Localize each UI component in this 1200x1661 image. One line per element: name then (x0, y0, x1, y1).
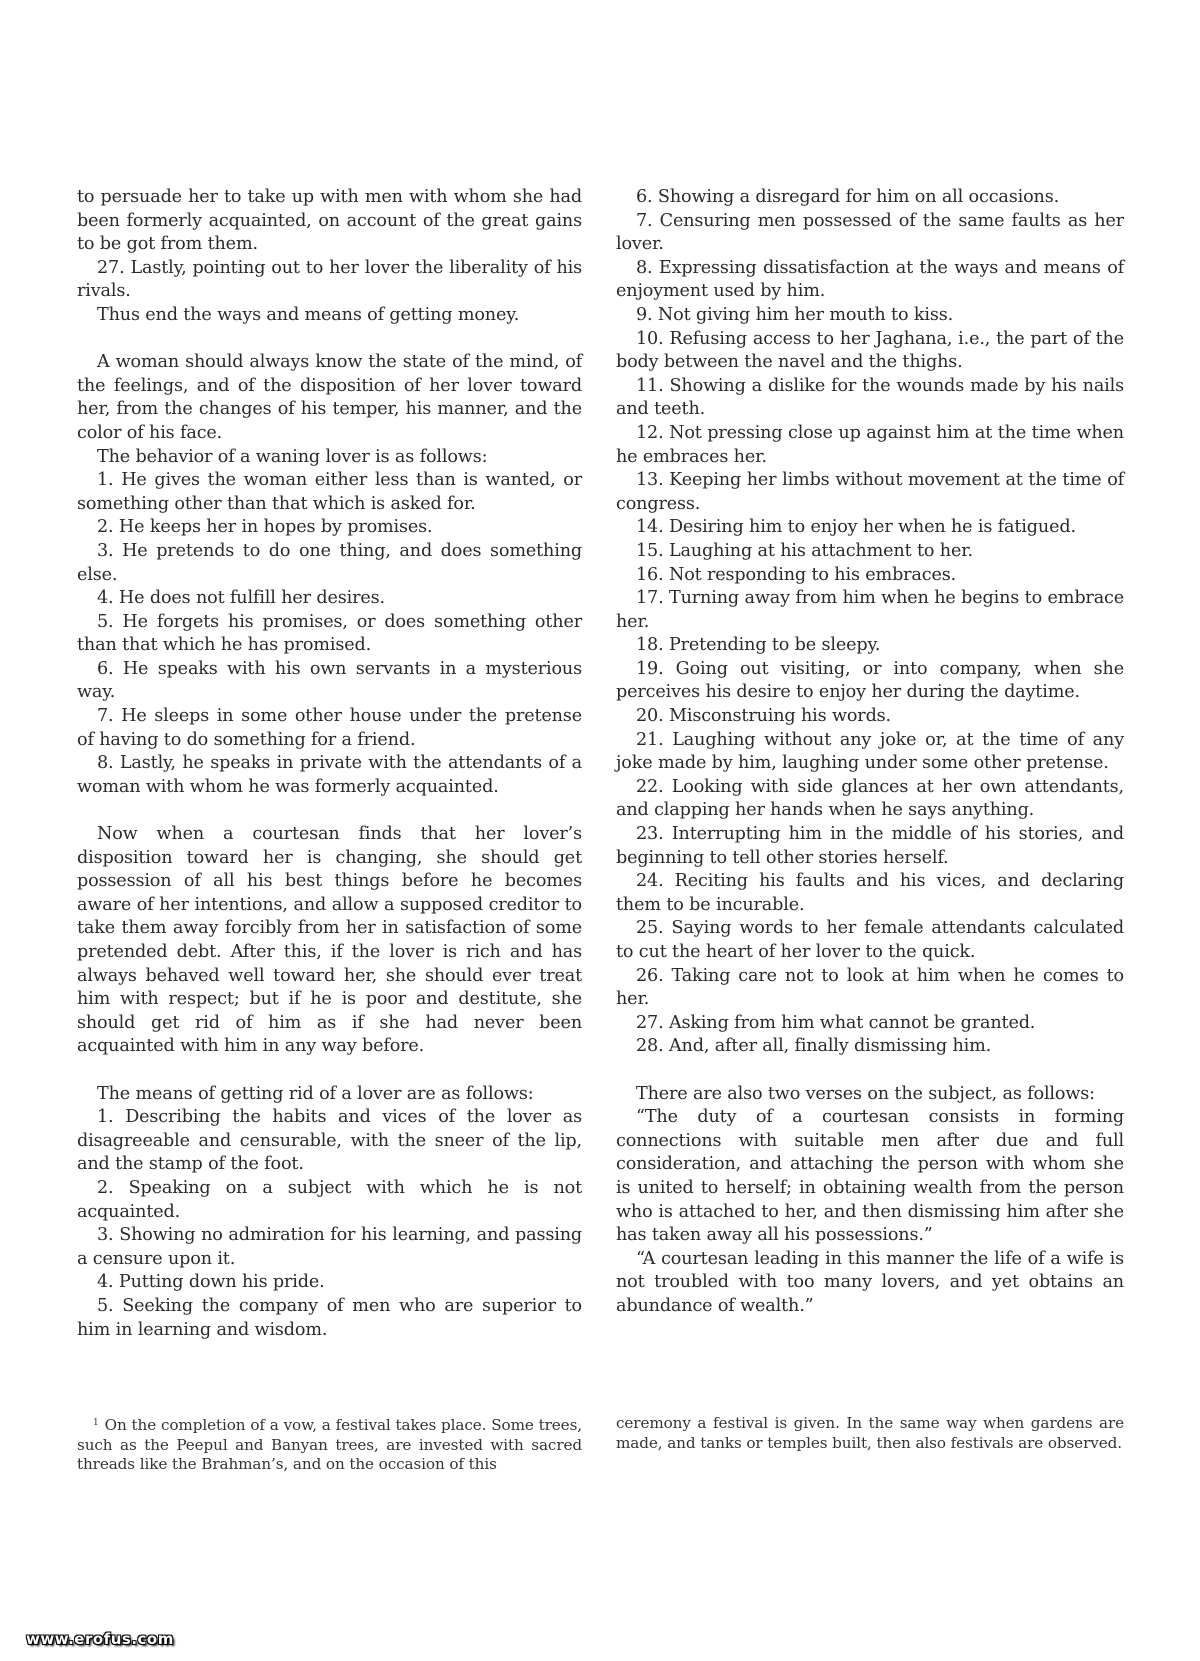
watermark: www.erofus.com (26, 1630, 174, 1648)
right-paragraph: 14. Desiring him to enjoy her when he is fatigued. (636, 517, 1076, 538)
right-paragraph: 18. Pretending to be sleepy. (636, 635, 881, 656)
right-paragraph: There are also two verses on the subject, as follows: (636, 1083, 1095, 1104)
left-paragraph: 6. He speaks with his own servants in a mysterious way. (77, 658, 582, 703)
right-paragraph: 23. Interrupting him in the middle of his stories, and beginning to tell other stories herself. (616, 824, 1124, 868)
right-paragraph: 8. Expressing dissatisfaction at the ways and means of enjoyment used by him. (616, 257, 1124, 302)
left-paragraph: 1. Describing the habits and vices of the lover as disagreeable and censurable, with the sneer of the lip, and the stamp of the foot. (77, 1107, 582, 1175)
footnote-left (77, 1414, 582, 1475)
right-paragraph: 19. Going out visiting, or into company, when she perceives his desire to enjoy her during the daytime. (616, 658, 1124, 703)
right-column (616, 186, 1124, 1319)
left-paragraph: 8. Lastly, he speaks in private with the attendants of a woman with whom he was formerly acquainted. (77, 753, 582, 797)
left-paragraph: 4. He does not fulfill her desires. (97, 588, 385, 609)
left-paragraph: Thus end the ways and means of getting money. (97, 304, 520, 325)
right-paragraph: 22. Looking with side glances at her own attendants, and clapping her hands when he says anything. (616, 776, 1124, 821)
left-paragraph: 5. He forgets his promises, or does something other than that which he has promised. (77, 611, 582, 656)
left-paragraph: The behavior of a waning lover is as follows: (97, 446, 488, 467)
footnote-right (616, 1414, 1124, 1453)
left-paragraph: 3. He pretends to do one thing, and does something else. (77, 540, 582, 585)
footnote-text: On the completion of a vow, a festival takes place. Some trees, such as the Peepul and Banyan trees, are invested with sacred threads like the Brahman’s, and on the occasion of this (77, 1416, 582, 1473)
right-paragraph: “The duty of a courtesan consists in forming connections with suitable men after due and full consideration, and attaching the person with whom she is united to herself; in obtaining wealth from the person who is attached to her, and then dismissing him after she has taken away all his possessions.” (616, 1107, 1124, 1246)
right-paragraph: 6. Showing a disregard for him on all occasions. (636, 187, 1060, 207)
right-paragraph: 10. Refusing access to her Jaghana, i.e., the part of the body between the navel and the thighs. (616, 328, 1124, 373)
left-column (77, 186, 582, 1342)
right-paragraph: “A courtesan leading in this manner the life of a wife is not troubled with too many lovers, and yet obtains an abundance of wealth.” (616, 1248, 1124, 1316)
right-paragraph: 25. Saying words to her female attendants calculated to cut the heart of her lover to the quick. (616, 918, 1124, 962)
left-paragraph: A woman should always know the state of the mind, of the feelings, and of the disposition of her lover toward her, from the changes of his temper, his manner, and the color of his face. (77, 352, 582, 443)
footnote-marker: 1 (93, 1418, 99, 1428)
left-paragraph: 3. Showing no admiration for his learning, and passing a censure upon it. (77, 1225, 582, 1269)
right-paragraph: 17. Turning away from him when he begins to embrace her. (616, 588, 1124, 632)
left-paragraph: to persuade her to take up with men with whom she had been formerly acquainted, on account of the great gains to be got from them. (77, 187, 582, 255)
right-paragraph: 7. Censuring men possessed of the same faults as her lover. (616, 210, 1124, 255)
left-paragraph: 7. He sleeps in some other house under the pretense of having to do something for a friend. (77, 706, 582, 750)
right-paragraph: 15. Laughing at his attachment to her. (636, 540, 973, 561)
left-paragraph: 5. Seeking the company of men who are superior to him in learning and wisdom. (77, 1295, 582, 1340)
right-paragraph: 12. Not pressing close up against him at the time when he embraces her. (616, 422, 1124, 467)
right-paragraph: 27. Asking from him what cannot be granted. (636, 1012, 1036, 1033)
right-paragraph: 24. Reciting his faults and his vices, and declaring them to be incurable. (616, 871, 1124, 915)
right-paragraph: 20. Misconstruing his words. (636, 706, 891, 727)
left-paragraph: 2. He keeps her in hopes by promises. (97, 517, 433, 538)
left-paragraph: 4. Putting down his pride. (97, 1272, 325, 1293)
left-paragraph: 2. Speaking on a subject with which he is not acquainted. (77, 1177, 582, 1222)
left-paragraph: The means of getting rid of a lover are as follows: (97, 1083, 534, 1104)
right-paragraph: 16. Not responding to his embraces. (636, 564, 957, 585)
right-paragraph: 9. Not giving him her mouth to kiss. (636, 304, 954, 325)
left-paragraph: 27. Lastly, pointing out to her lover the liberality of his rivals. (77, 257, 582, 302)
right-paragraph: 21. Laughing without any joke or, at the time of any joke made by him, laughing under some other pretense. (616, 729, 1124, 774)
left-paragraph: 1. He gives the woman either less than is wanted, or something other than that which is asked for. (77, 470, 582, 514)
right-paragraph: 26. Taking care not to look at him when he comes to her. (616, 965, 1124, 1010)
right-paragraph: 28. And, after all, finally dismissing him. (636, 1036, 992, 1057)
footnote-text-continued: ceremony a festival is given. In the same way when gardens are made, and tanks or temples built, then also festivals are observed. (616, 1414, 1124, 1452)
right-paragraph: 11. Showing a dislike for the wounds made by his nails and teeth. (616, 375, 1124, 420)
left-paragraph: Now when a courtesan finds that her lover’s disposition toward her is changing, she should get possession of all his best things before he becomes aware of her intentions, and allow a supposed creditor to take them away forcibly from her in satisfaction of some pretended debt. After this, if the lover is rich and has always behaved well toward her, she should ever treat him with respect; but if he is poor and destitute, she should get rid of him as if she had never been acquainted with him in any way before. (77, 824, 582, 1057)
right-paragraph: 13. Keeping her limbs without movement at the time of congress. (616, 470, 1124, 514)
